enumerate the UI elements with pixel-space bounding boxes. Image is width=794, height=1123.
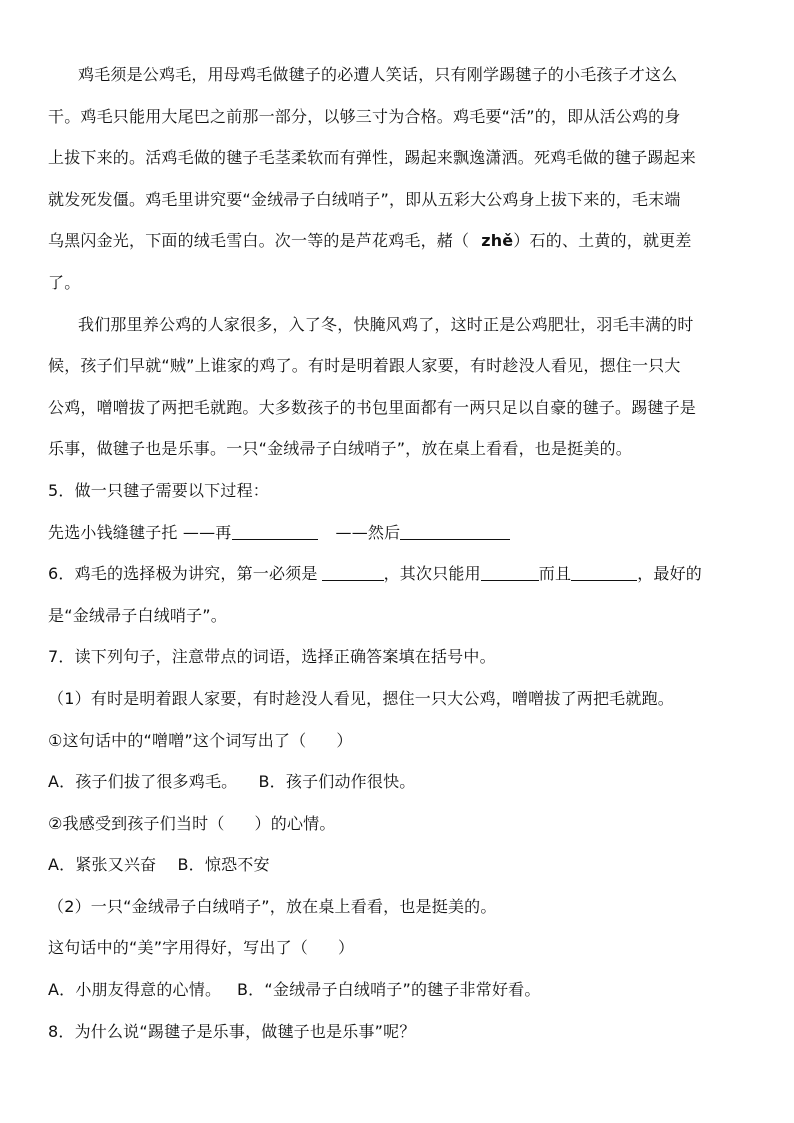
text-line: 鸡毛须是公鸡毛，用母鸡毛做毽子的必遭人笑话，只有刚学踢毽子的小毛孩子才这么 [78,65,678,84]
text-line: 我们那里养公鸡的人家很多，入了冬，快腌风鸡了，这时正是公鸡肥壮，羽毛丰满的时 [78,314,694,334]
answer-blank[interactable] [400,521,510,540]
text-line: 上拔下来的。活鸡毛做的毽子毛茎柔软而有弹性，踢起来飘逸潇洒。死鸡毛做的毽子踢起来 [48,148,697,168]
text-line: 就发死发僵。鸡毛里讲究要“金绒帚子白绒哨子”，即从五彩大公鸡身上拔下来的，毛末端 [48,189,681,209]
pinyin-zhe: zhě [481,231,514,251]
text-segment: 6．鸡毛的选择极为讲究，第一必须是 [48,564,318,584]
text-line [48,220,748,262]
question-line: 是“金绒帚子白绒哨子”。 [48,605,227,625]
passage-paragraph-1 [48,54,748,304]
text-segment: ） [336,730,353,750]
question-line [48,553,748,595]
answer-blank[interactable] [322,562,384,581]
answer-blank[interactable] [481,562,539,581]
passage-paragraph-2 [48,304,748,470]
text-segment: ）的心情。 [254,813,336,833]
sub-question [48,803,748,845]
question-5 [48,470,748,553]
text-line: 公鸡，噌噌拔了两把毛就跑。大多数孩子的书包里面都有一两只足以自豪的毽子。踢毽子是 [48,397,697,417]
text-segment: ） [337,938,355,958]
text-segment: ——然后 [335,522,401,542]
question-sentence: （1）有时是明着跟人家要，有时趁没人看见，摁住一只大公鸡，噌噌拔了两把毛就跑。 [48,688,674,708]
text-segment: 乌黑闪金光，下面的绒毛雪白。次一等的是芦花鸡毛，赭（ [48,231,470,251]
text-line: 了。 [48,272,81,292]
question-line [48,512,748,554]
question-sentence: （2）一只“金绒帚子白绒哨子”，放在桌上看看，也是挺美的。 [48,896,497,916]
text-segment: 这句话中的“美”字用得好，写出了（ [48,938,308,958]
answer-options: A．孩子们拔了很多鸡毛。 B．孩子们动作很快。 [48,772,416,792]
worksheet-page [48,54,748,1052]
sub-question [48,927,748,969]
text-segment: ）石的、土黄的，就更差 [513,231,692,251]
answer-options: A．紧张又兴奋 B．惊恐不安 [48,855,270,875]
question-title: 5．做一只毽子需要以下过程： [48,480,269,500]
text-segment: ①这句话中的“噌噌”这个词写出了（ [48,730,307,750]
question-7 [48,636,748,1010]
question-title: 8．为什么说“踢毽子是乐事，做毽子也是乐事”呢？ [48,1021,416,1041]
sub-question [48,720,748,762]
text-segment: ，其次只能用 [383,564,481,584]
answer-options: A．小朋友得意的心情。 B．“金绒帚子白绒哨子”的毽子非常好看。 [48,980,541,1000]
answer-blank[interactable] [571,562,637,581]
text-line: 候，孩子们早就“贼”上谁家的鸡了。有时是明着跟人家要，有时趁没人看见，摁住一只大 [48,356,681,376]
answer-blank[interactable] [232,521,318,540]
text-segment: 而且 [538,564,572,584]
question-8 [48,1011,748,1053]
text-segment: ②我感受到孩子们当时（ [48,813,225,833]
question-6 [48,553,748,636]
text-segment: 先选小钱缝毽子托 ——再 [48,522,232,542]
text-line: 干。鸡毛只能用大尾巴之前那一部分，以够三寸为合格。鸡毛要“活”的，即从活公鸡的身 [48,106,681,126]
question-title: 7．读下列句子，注意带点的词语，选择正确答案填在括号中。 [48,647,496,667]
text-segment: ，最好的 [637,564,703,584]
text-line: 乐事，做毽子也是乐事。一只“金绒帚子白绒哨子”，放在桌上看看，也是挺美的。 [48,439,632,459]
